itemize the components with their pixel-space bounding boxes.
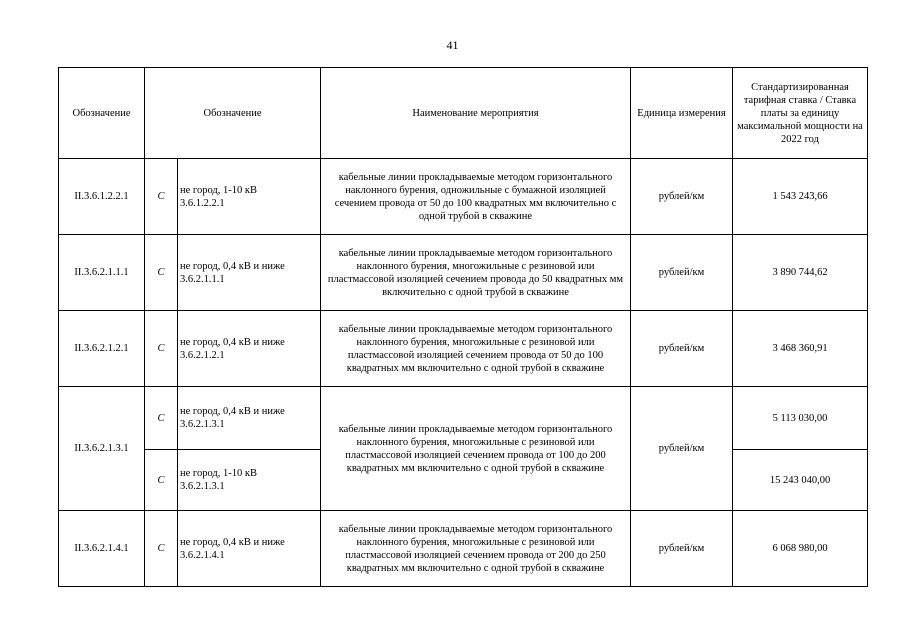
category-subcode: 3.6.2.1.4.1 <box>180 549 225 561</box>
row-code: II.3.6.1.2.2.1 <box>59 159 145 235</box>
rate-cell: 5 113 030,00 <box>733 387 868 450</box>
unit-cell: рублей/км <box>631 311 733 387</box>
category-label: не город, 1-10 кВ <box>180 184 257 196</box>
table-row <box>59 511 868 587</box>
category-cell <box>178 450 321 511</box>
measure-name: кабельные линии прокладываемые методом горизонтального наклонного бурения, одножильные с бумажной изоляцией сечением провода от 50 до 100 квадратных мм включительно с одной трубой в скважине <box>321 159 631 235</box>
category-letter: C <box>145 387 178 450</box>
row-code: II.3.6.2.1.1.1 <box>59 235 145 311</box>
category-cell <box>178 235 321 311</box>
category-letter: C <box>145 159 178 235</box>
rate-cell: 6 068 980,00 <box>733 511 868 587</box>
category-subcode: 3.6.1.2.2.1 <box>180 197 225 209</box>
table-row <box>59 387 868 450</box>
header-designation: Обозначение <box>59 68 145 159</box>
category-subcode: 3.6.2.1.3.1 <box>180 419 225 430</box>
row-code: II.3.6.2.1.3.1 <box>59 387 145 511</box>
category-letter: C <box>145 511 178 587</box>
category-label: не город, 0,4 кВ и ниже <box>180 336 285 348</box>
category-cell <box>178 311 321 387</box>
measure-name: кабельные линии прокладываемые методом горизонтального наклонного бурения, многожильные с резиновой или пластмассовой изоляцией сечением провода от 50 до 100 квадратных мм включительно с одной трубой в скважине <box>321 311 631 387</box>
measure-name: кабельные линии прокладываемые методом горизонтального наклонного бурения, многожильные с резиновой или пластмассовой изоляцией сечением провода до 50 квадратных мм включительно с одной трубой в скважине <box>321 235 631 311</box>
category-label: не город, 0,4 кВ и ниже <box>180 536 285 548</box>
category-subcode: 3.6.2.1.3.1 <box>180 481 225 492</box>
table-row <box>59 235 868 311</box>
category-label: не город, 0,4 кВ и ниже <box>180 406 285 417</box>
category-cell <box>178 511 321 587</box>
header-rate: Стандартизированная тарифная ставка / Ставка платы за единицу максимальной мощности на 2022 год <box>733 68 868 159</box>
unit-cell: рублей/км <box>631 159 733 235</box>
category-letter: C <box>145 235 178 311</box>
rate-cell: 3 890 744,62 <box>733 235 868 311</box>
header-designation-2: Обозначение <box>145 68 321 159</box>
unit-cell: рублей/км <box>631 235 733 311</box>
rate-cell: 3 468 360,91 <box>733 311 868 387</box>
unit-cell: рублей/км <box>631 511 733 587</box>
row-code: II.3.6.2.1.4.1 <box>59 511 145 587</box>
page-number: 41 <box>446 38 459 52</box>
category-subcode: 3.6.2.1.2.1 <box>180 349 225 361</box>
row-code: II.3.6.2.1.2.1 <box>59 311 145 387</box>
rate-cell: 1 543 243,66 <box>733 159 868 235</box>
category-subcode: 3.6.2.1.1.1 <box>180 273 225 285</box>
table-row <box>59 159 868 235</box>
table-row <box>59 311 868 387</box>
category-letter: C <box>145 450 178 511</box>
table-header-row <box>59 68 868 159</box>
category-cell <box>178 387 321 450</box>
measure-name: кабельные линии прокладываемые методом горизонтального наклонного бурения, многожильные с резиновой или пластмассовой изоляцией сечением провода от 100 до 200 квадратных мм включительно с одной трубой в скважине <box>321 387 631 511</box>
header-measure-name: Наименование мероприятия <box>321 68 631 159</box>
measure-name: кабельные линии прокладываемые методом горизонтального наклонного бурения, многожильные с резиновой или пластмассовой изоляцией сечением провода от 200 до 250 квадратных мм включительно с одной трубой в скважине <box>321 511 631 587</box>
rate-cell: 15 243 040,00 <box>733 450 868 511</box>
tariff-table <box>58 67 868 587</box>
category-label: не город, 0,4 кВ и ниже <box>180 260 285 272</box>
unit-cell: рублей/км <box>631 387 733 511</box>
header-unit: Единица измерения <box>631 68 733 159</box>
category-letter: C <box>145 311 178 387</box>
category-cell <box>178 159 321 235</box>
category-label: не город, 1-10 кВ <box>180 468 257 479</box>
